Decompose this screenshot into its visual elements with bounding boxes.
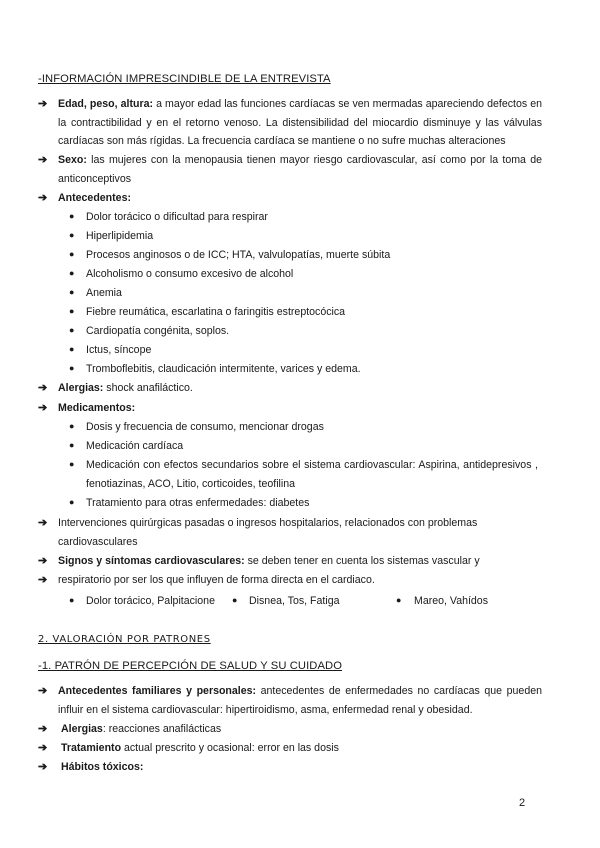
bullet-icon: ●	[396, 595, 402, 605]
item-signos	[58, 552, 542, 571]
arrow-icon: ➔	[38, 382, 48, 394]
list-item: Dolor torácico o dificultad para respirar	[86, 211, 268, 223]
arrow-icon: ➔	[38, 742, 48, 754]
bullet-icon: ●	[69, 459, 75, 469]
list-item: Procesos anginosos o de ICC; HTA, valvulopatías, muerte súbita	[86, 249, 391, 261]
arrow-icon: ➔	[38, 192, 48, 204]
symptom-item: Dolor torácico, Palpitacione	[86, 595, 215, 607]
item-tratamiento-text: actual prescrito y ocasional: error en las dosis	[121, 742, 339, 754]
bullet-icon: ●	[69, 268, 75, 278]
item-habitos-label: Hábitos tóxicos:	[61, 761, 144, 773]
item-antfam-label: Antecedentes familiares y personales:	[58, 685, 257, 697]
item-antecedentes	[58, 189, 542, 208]
bullet-icon: ●	[69, 497, 75, 507]
item-antecedentes-familiares	[58, 682, 542, 719]
arrow-icon: ➔	[38, 574, 48, 586]
section-heading-valoracion: 2. VALORACIÓN POR PATRONES	[38, 634, 211, 645]
symptom-item: Mareo, Vahídos	[414, 595, 489, 607]
arrow-icon: ➔	[38, 555, 48, 567]
arrow-icon: ➔	[38, 154, 48, 166]
bullet-icon: ●	[69, 595, 75, 605]
item-alergias	[58, 379, 542, 398]
item-edad-text: a mayor edad las funciones cardíacas se ven mermadas apareciendo defectos en la contractibilidad y en el retorno venoso. La distensibilidad del miocardio disminuye y las válvulas cardíacas son más rígidas. La frecuencia cardíaca se mantiene o no sufre muchas alteraciones	[58, 98, 543, 148]
item-alergias2-label: Alergias	[61, 723, 103, 735]
item-antecedentes-label: Antecedentes:	[58, 192, 131, 204]
bullet-icon: ●	[69, 249, 75, 259]
item-alergias-patron	[61, 720, 545, 739]
list-item: Hiperlipidemia	[86, 230, 154, 242]
bullet-icon: ●	[69, 211, 75, 221]
bullet-icon: ●	[69, 287, 75, 297]
list-item: Anemia	[86, 287, 122, 299]
arrow-icon: ➔	[38, 685, 48, 697]
list-item: Medicación con efectos secundarios sobre el sistema cardiovascular: Aspirina, antidepresivos , fenotiazinas, ACO, Litio, corticoides, teofilina	[86, 459, 538, 490]
list-item: Tromboflebitis, claudicación intermitente, varices y edema.	[86, 363, 361, 375]
item-alergias2-text: : reacciones anafilácticas	[102, 723, 222, 735]
item-medicamentos	[58, 399, 542, 418]
pattern-heading-percepcion: -1. PATRÓN DE PERCEPCIÓN DE SALUD Y SU CUIDADO	[38, 660, 343, 672]
list-item: Fiebre reumática, escarlatina o faringitis estreptocócica	[86, 306, 346, 318]
item-signos-label: Signos y síntomas cardiovasculares:	[58, 555, 245, 567]
item-sexo	[58, 151, 542, 188]
item-medicamentos-label: Medicamentos:	[58, 402, 136, 414]
arrow-icon: ➔	[38, 98, 48, 110]
page-number: 2	[519, 797, 526, 809]
item-sexo-label: Sexo:	[58, 154, 87, 166]
item-habitos	[61, 758, 545, 777]
item-alergias-label: Alergias:	[58, 382, 104, 394]
list-item: Cardiopatía congénita, soplos.	[86, 325, 230, 337]
list-item: Dosis y frecuencia de consumo, mencionar drogas	[86, 421, 324, 433]
item-edad	[58, 95, 542, 151]
arrow-icon: ➔	[38, 761, 48, 773]
arrow-icon: ➔	[38, 402, 48, 414]
bullet-icon: ●	[69, 230, 75, 240]
bullet-icon: ●	[69, 421, 75, 431]
arrow-icon: ➔	[38, 723, 48, 735]
item-sexo-text: las mujeres con la menopausia tienen mayor riesgo cardiovascular, así como por la toma de anticonceptivos	[58, 154, 542, 185]
symptom-item: Disnea, Tos, Fatiga	[249, 595, 340, 607]
item-tratamiento-label: Tratamiento	[61, 742, 122, 754]
bullet-icon: ●	[69, 325, 75, 335]
bullet-icon: ●	[69, 344, 75, 354]
item-intervenciones: Intervenciones quirúrgicas pasadas o ingresos hospitalarios, relacionados con problemas	[58, 517, 478, 529]
list-item: Alcoholismo o consumo excesivo de alcohol	[86, 268, 294, 280]
bullet-icon: ●	[69, 306, 75, 316]
list-item: Medicación cardíaca	[86, 440, 184, 452]
item-edad-label: Edad, peso, altura:	[58, 98, 154, 110]
item-signos-text: se deben tener en cuenta los sistemas vascular y	[244, 555, 480, 567]
item-tratamiento	[61, 739, 545, 758]
arrow-icon: ➔	[38, 517, 48, 529]
item-intervenciones-cont: cardiovasculares	[58, 536, 138, 548]
bullet-icon: ●	[69, 363, 75, 373]
section-heading-entrevista: -INFORMACIÓN IMPRESCINDIBLE DE LA ENTREVISTA	[38, 73, 331, 85]
list-item: Ictus, síncope	[86, 344, 152, 356]
item-antfam-text: antecedentes de enfermedades no cardíacas que pueden influir en el sistema cardiovascular: hipertiroidismo, asma, enfermedad renal y obesidad.	[58, 685, 542, 716]
bullet-icon: ●	[69, 440, 75, 450]
item-signos-cont: respiratorio por ser los que influyen de forma directa en el cardiaco.	[58, 574, 375, 586]
item-alergias-text: shock anafiláctico.	[103, 382, 193, 394]
bullet-icon: ●	[232, 595, 238, 605]
list-item: Tratamiento para otras enfermedades: diabetes	[86, 497, 310, 509]
